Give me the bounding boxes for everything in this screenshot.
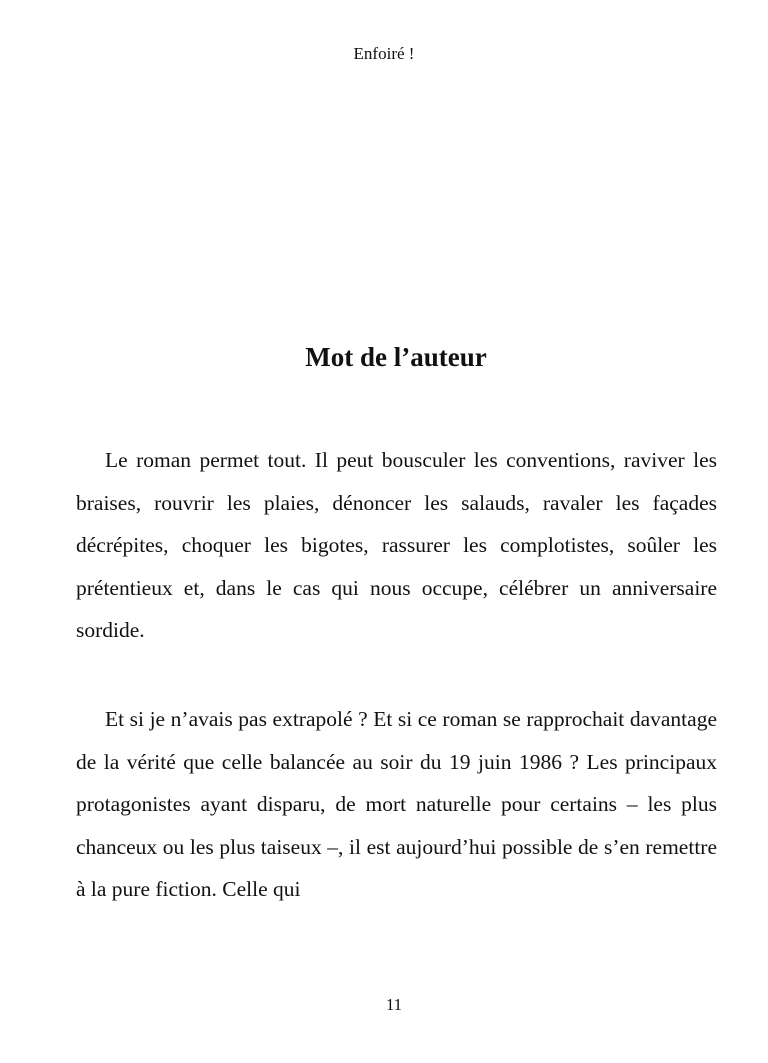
page-number: 11	[385, 995, 403, 1014]
chapter-title: Mot de l’auteur	[305, 342, 487, 372]
body-paragraph-2: Et si je n’avais pas extrapolé ? Et si ce roman se rapprochait davantage de la vérité que celle balancée au soir du 19 juin 1986 ? Les principaux protagonistes ayant disparu, de mort naturelle pour certains – les plus chanceux ou les plus taiseux –, il est aujourd’hui possible de s’en remettre à la pure fiction. Celle qui	[76, 707, 717, 901]
body-paragraph-1: Le roman permet tout. Il peut bousculer les conventions, raviver les braises, rouvrir les plaies, dénoncer les salauds, ravaler les façades décrépites, choquer les bigotes, rassurer les complotistes, soûler les prétentieux et, dans le cas qui nous occupe, célébrer un anniversaire sordide.	[76, 448, 717, 642]
running-header: Enfoiré !	[353, 44, 415, 63]
